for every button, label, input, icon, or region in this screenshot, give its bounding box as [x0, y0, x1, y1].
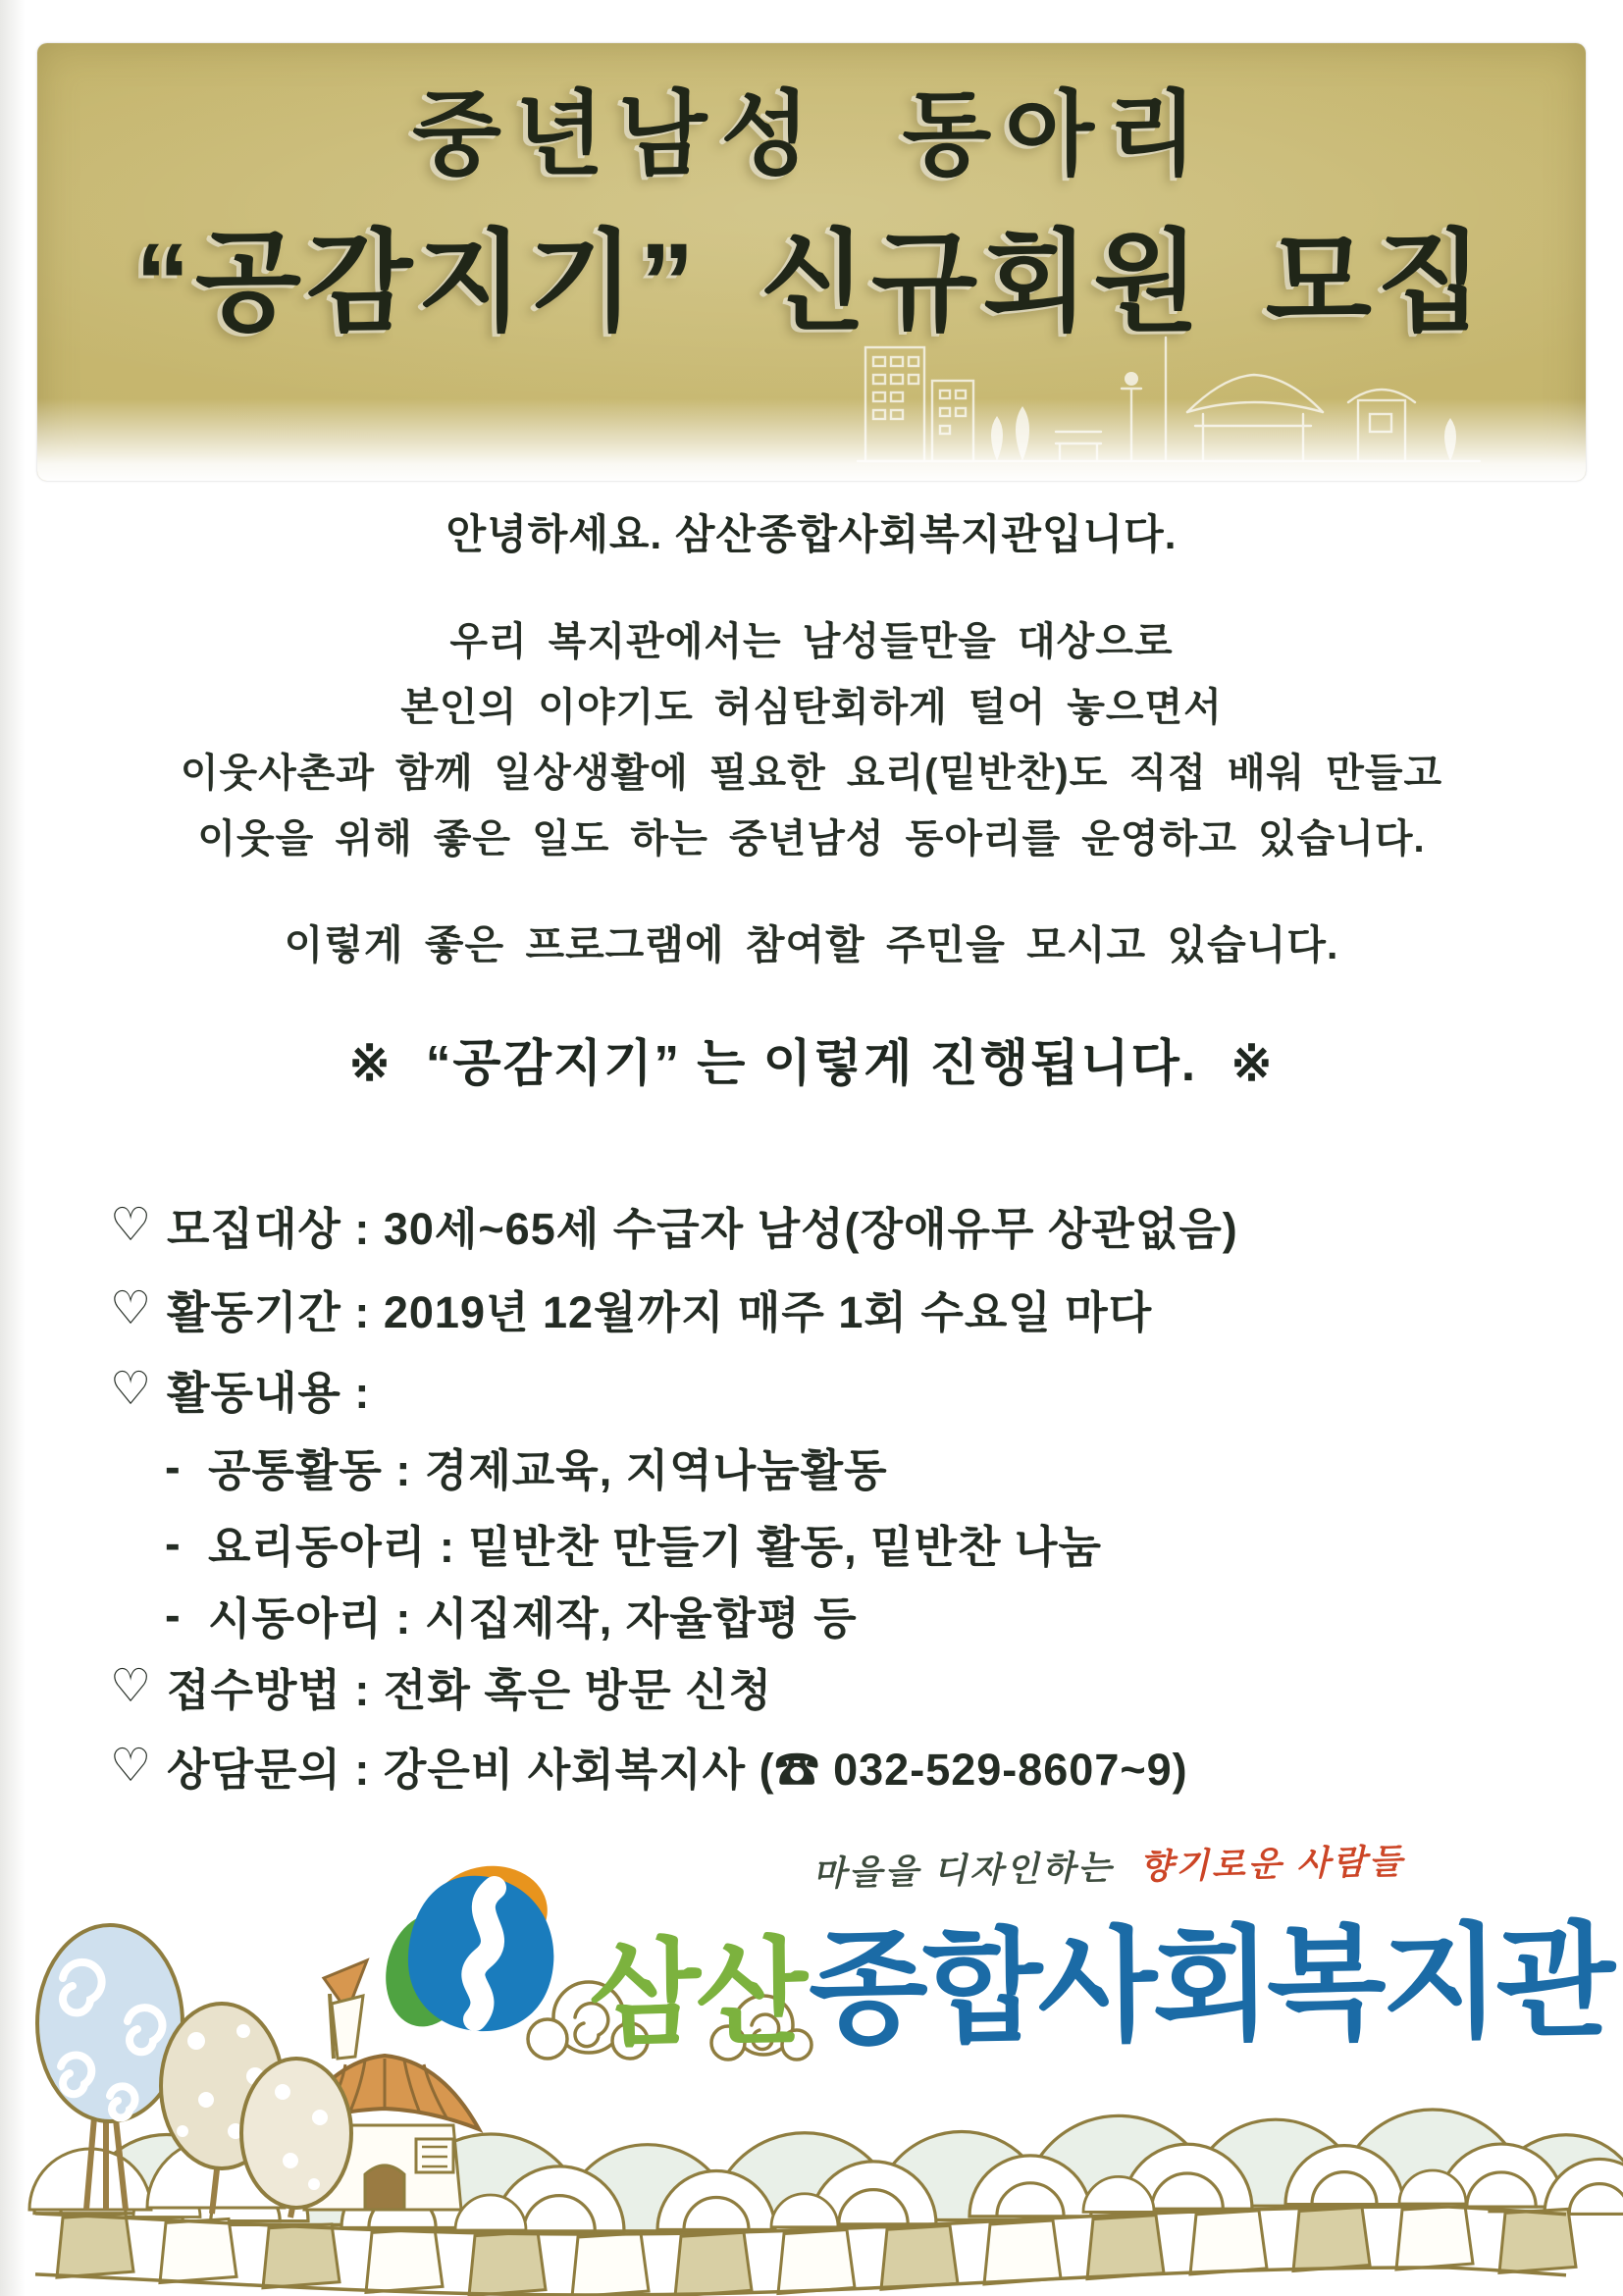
- section-header-text: “공감지기” 는 이렇게 진행됩니다.: [425, 1035, 1198, 1091]
- trees-art: [29, 1925, 351, 2218]
- list-item: [110, 1581, 1584, 1647]
- heart-bullet-icon: ♡: [110, 1659, 153, 1711]
- list-item-text: 상담문의 : 강은비 사회복지사 (☎ 032-529-8607~9): [167, 1744, 1188, 1795]
- list-item-text: 시동아리 : 시집제작, 자율합평 등: [208, 1592, 858, 1644]
- gate-art: [1187, 375, 1323, 461]
- list-item: [110, 1182, 1584, 1267]
- list-item-text: 접수방법 : 전화 혹은 방문 신청: [167, 1664, 773, 1715]
- greeting-line: 안녕하세요. 삼산종합사회복지관입니다.: [445, 511, 1178, 557]
- invite-line: 이렇게 좋은 프로그램에 참여할 주민을 모시고 있습니다.: [284, 922, 1339, 967]
- logo-text-welfare-center: 종합사회복지관: [808, 1911, 1611, 2060]
- banner-skyline-art: [850, 330, 1488, 477]
- intro-line: 이웃사촌과 함께 일상생활에 필요한 요리(밑반찬)도 직접 배워 만들고: [180, 752, 1443, 795]
- reference-mark-icon: ※: [348, 1035, 393, 1091]
- logo-text-samsan: 삼산: [588, 1928, 804, 2061]
- reference-mark-icon: ※: [1230, 1035, 1275, 1091]
- intro-paragraph: [0, 610, 1623, 873]
- list-item-text: 모집대상 : 30세~65세 수급자 남성(장애유무 상관없음): [167, 1203, 1238, 1254]
- lamp-art: [1122, 372, 1141, 461]
- heart-bullet-icon: ♡: [110, 1198, 153, 1250]
- logo-text: [588, 1883, 1611, 2071]
- section-header: [0, 1022, 1623, 1095]
- heart-bullet-icon: ♡: [110, 1739, 153, 1791]
- slogan-left-text: 마을을 디자인하는: [812, 1848, 1115, 1894]
- dash-bullet: -: [165, 1588, 182, 1641]
- banner-title-line1: 중년남성 동아리: [412, 82, 1211, 185]
- heart-bullet-icon: ♡: [110, 1362, 153, 1414]
- dash-bullet: -: [165, 1439, 182, 1492]
- list-item-text: 요리동아리 : 밑반찬 만들기 활동, 밑반찬 나눔: [208, 1521, 1102, 1572]
- list-item: [110, 1504, 1584, 1581]
- banner-title-line2: “공감지기” 신규회원 모집: [134, 221, 1489, 343]
- slogan-right-text: 향기로운 사람들: [1138, 1842, 1406, 1887]
- samsan-logo-mark-icon: [381, 1860, 577, 2039]
- heart-bullet-icon: ♡: [110, 1281, 153, 1333]
- list-item: [110, 1724, 1584, 1806]
- list-item-text: 활동기간 : 2019년 12월까지 매주 1회 수요일 마다: [167, 1286, 1153, 1337]
- banner: [37, 43, 1586, 481]
- list-item-text: 공통활동 : 경제교육, 지역나눔활동: [208, 1444, 888, 1495]
- list-item-text: 활동내용 :: [167, 1367, 371, 1418]
- details-list: [110, 1182, 1584, 1806]
- dash-bullet: -: [165, 1516, 182, 1569]
- intro-line: 이웃을 위해 좋은 일도 하는 중년남성 동아리를 운영하고 있습니다.: [197, 817, 1426, 861]
- bench-art: [1056, 432, 1101, 461]
- intro-line: 본인의 이야기도 허심탄회하게 털어 놓으면서: [400, 686, 1223, 729]
- list-item: [110, 1267, 1584, 1349]
- list-item: [110, 1428, 1584, 1504]
- list-item: [110, 1647, 1584, 1724]
- list-item: [110, 1349, 1584, 1428]
- shrine-art: [1348, 390, 1415, 461]
- intro-line: 우리 복지관에서는 남성들만을 대상으로: [449, 620, 1174, 663]
